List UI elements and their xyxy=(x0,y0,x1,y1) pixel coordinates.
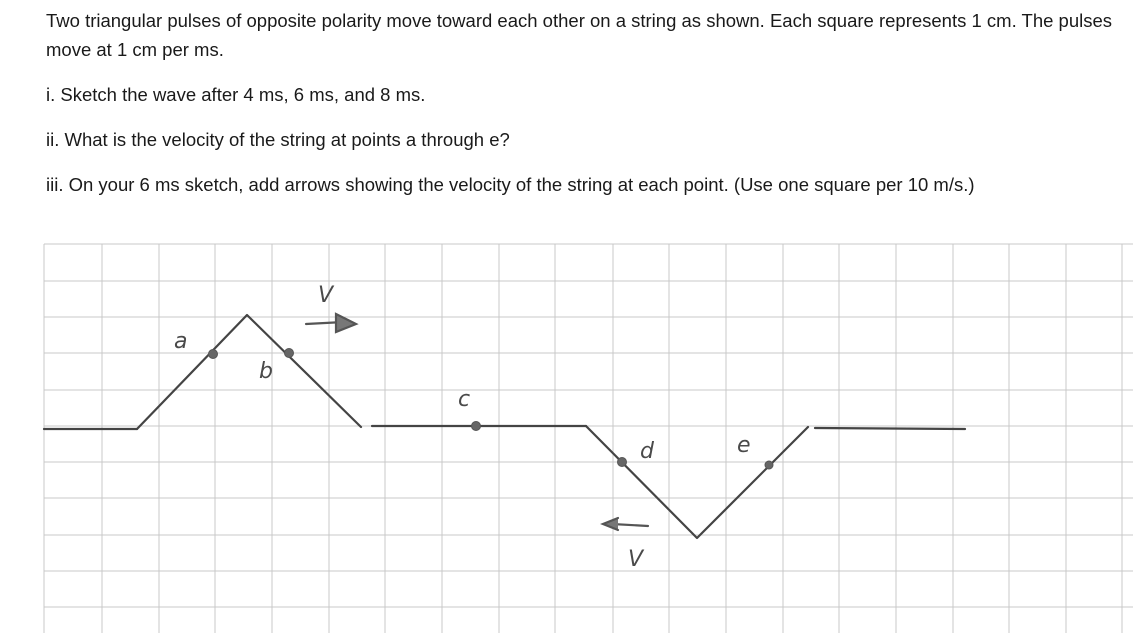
graph-paper-grid xyxy=(44,244,1133,633)
wave-sketch xyxy=(0,240,1133,633)
question-1: i. Sketch the wave after 4 ms, 6 ms, and 8 ms. xyxy=(46,84,426,105)
velocity-label-top: V xyxy=(318,283,334,308)
positive-pulse xyxy=(137,315,361,429)
point-b-dot xyxy=(285,349,294,358)
point-a-dot xyxy=(209,350,218,359)
point-d-label: d xyxy=(640,439,654,464)
negative-pulse xyxy=(586,426,808,538)
point-d-dot xyxy=(618,458,627,467)
point-c-label: c xyxy=(458,387,471,412)
problem-statement xyxy=(46,6,1116,199)
point-b-label: b xyxy=(259,359,273,384)
question-3: iii. On your 6 ms sketch, add arrows showing the velocity of the string at each point. (Use one square per 10 m/s.) xyxy=(46,174,975,195)
point-e-label: e xyxy=(737,433,751,458)
left-velocity-arrow xyxy=(603,518,648,530)
velocity-label-bottom: V xyxy=(628,547,644,572)
point-a-label: a xyxy=(174,329,188,354)
string-right-flat xyxy=(815,428,965,429)
point-e-dot xyxy=(765,461,773,469)
problem-intro: Two triangular pulses of opposite polarity move toward each other on a string as shown. Each square represents 1 cm. The pulses move at 1 cm per ms. xyxy=(46,10,1113,60)
string-points xyxy=(209,349,774,470)
question-2: ii. What is the velocity of the string at points a through e? xyxy=(46,129,510,150)
point-c-dot xyxy=(472,422,481,431)
